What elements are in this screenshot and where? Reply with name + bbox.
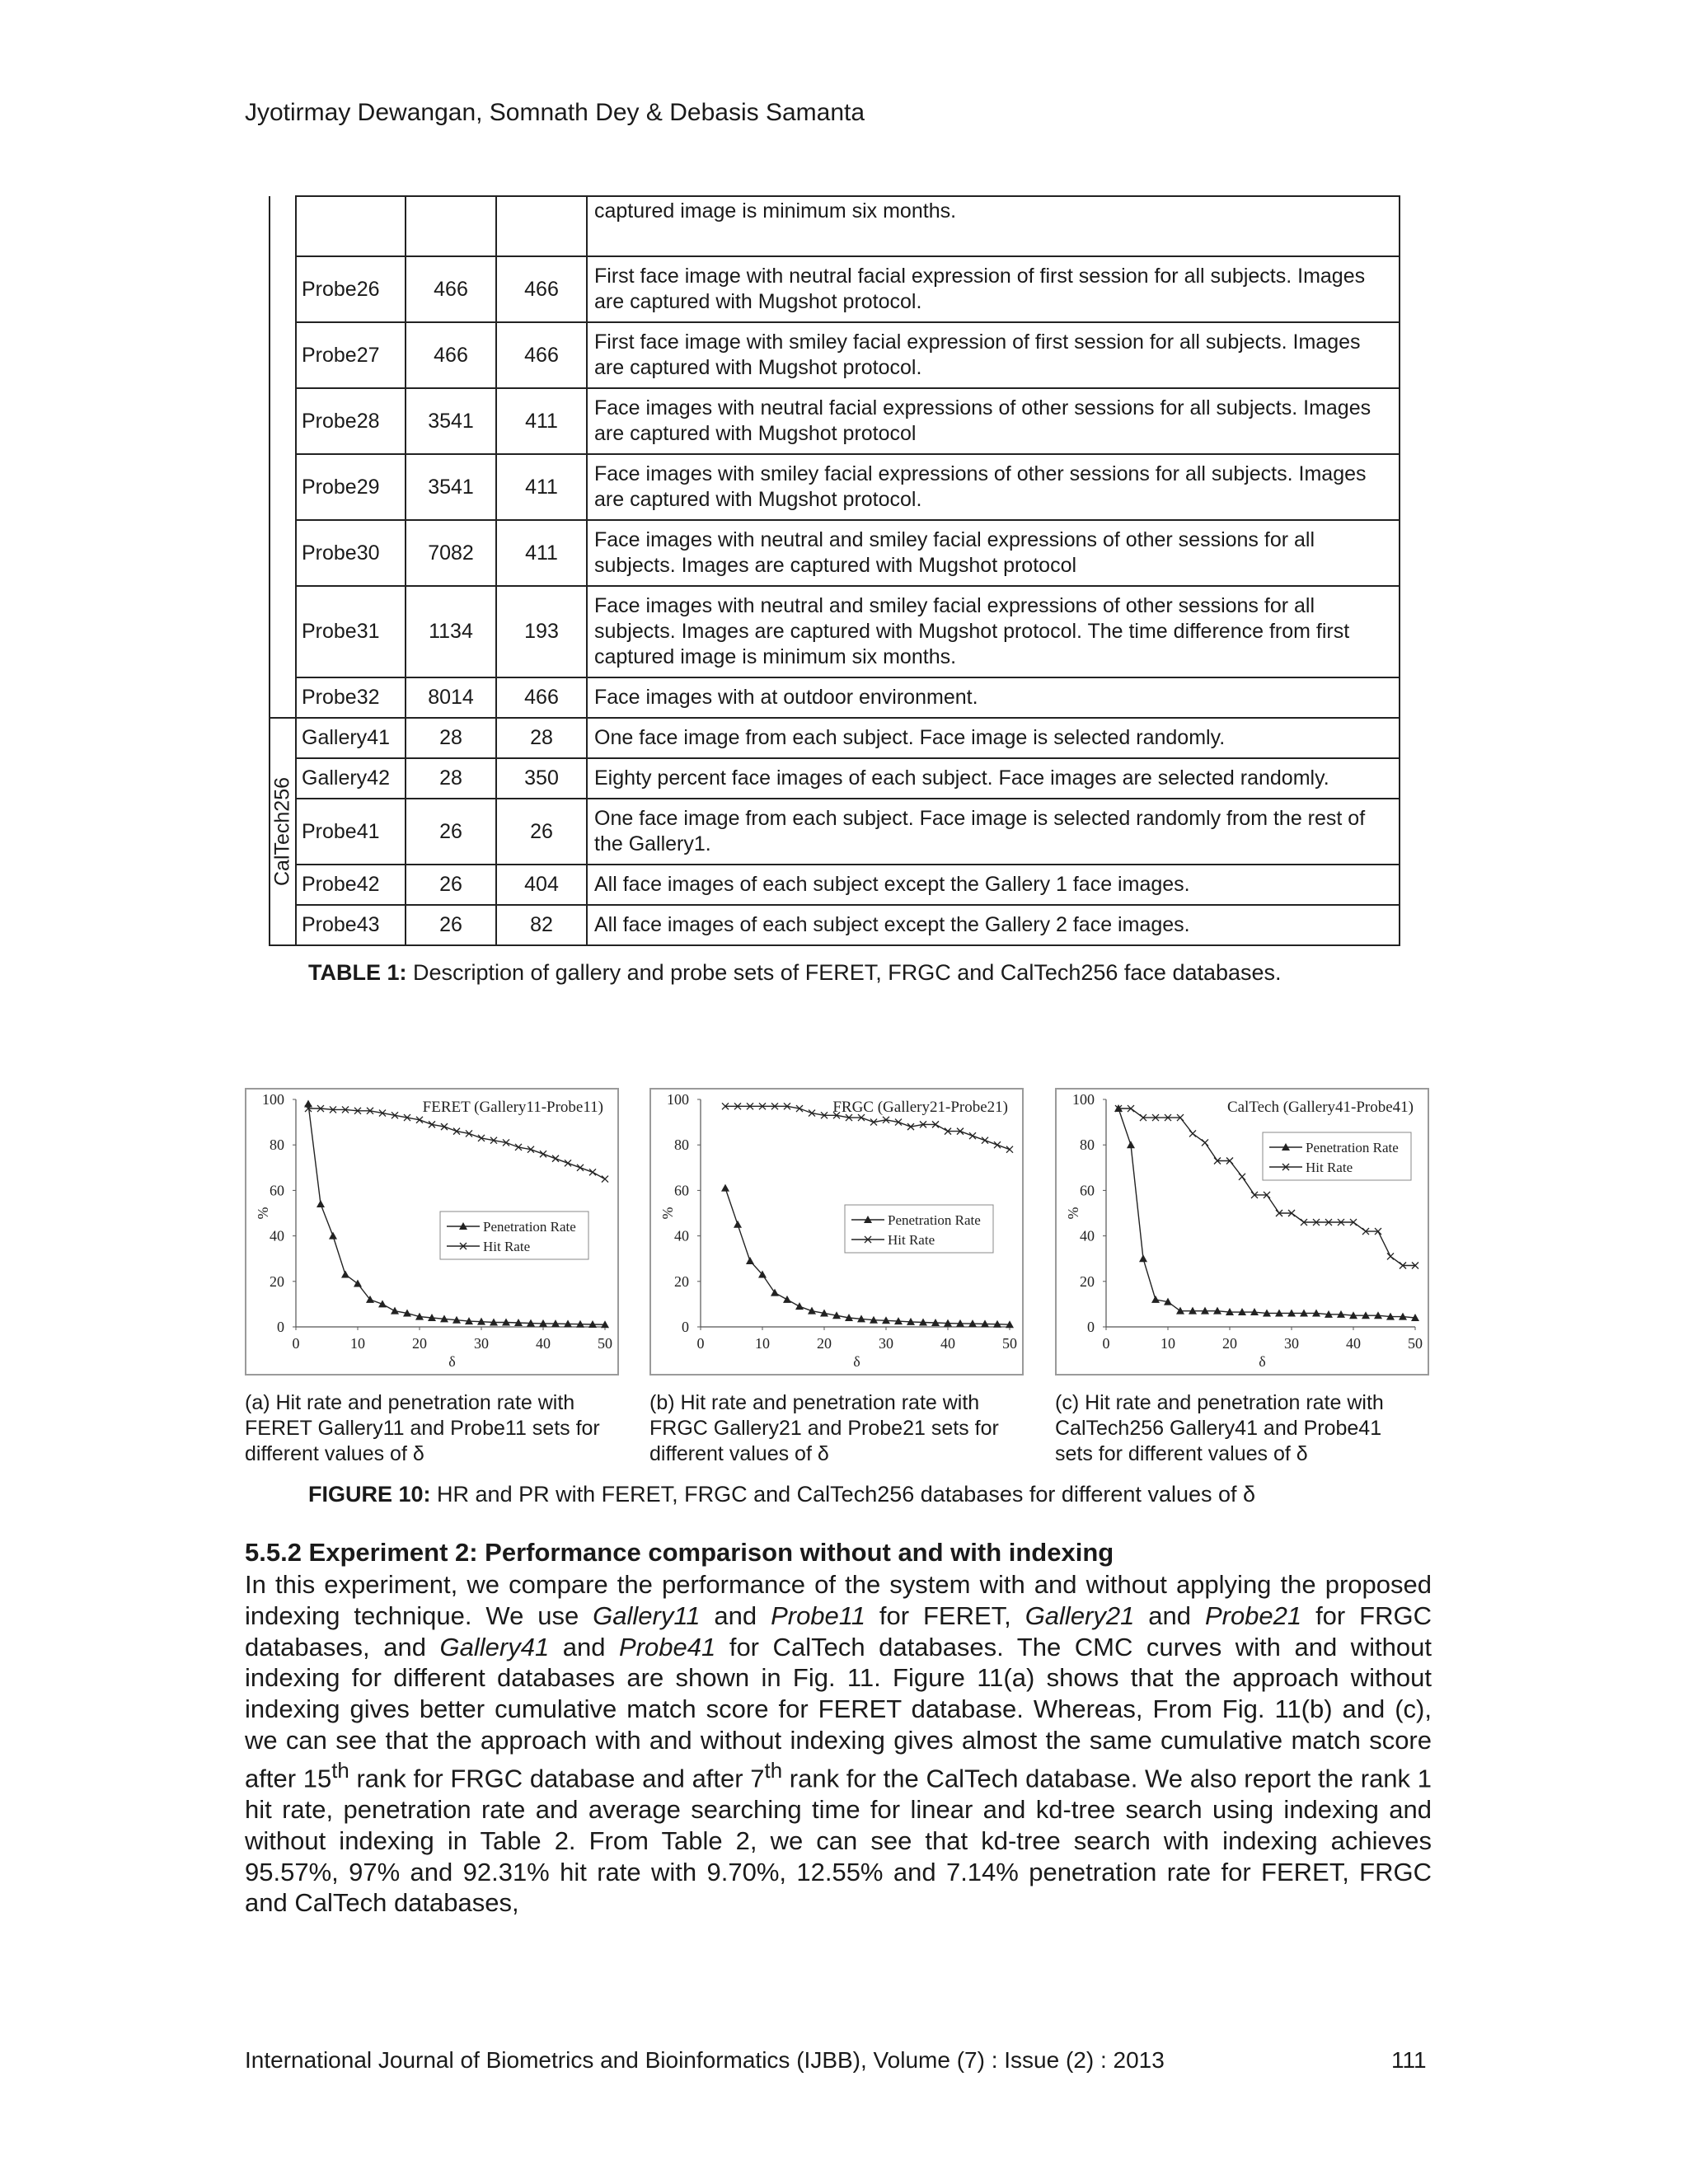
x-tick-label: 40 [536,1335,551,1352]
y-tick-label: 80 [270,1137,284,1154]
figure-caption [308,1482,1255,1507]
x-tick-label: 10 [1160,1335,1175,1352]
body-paragraph: In this experiment, we compare the performance of the system with and without applying the proposed indexing technique. We use Gallery11 and Probe11 for FERET, Gallery21 and Probe21 for FRGC databases, and Gallery41 and Probe41 for CalTech databases. The CMC curves with and without indexing for different databases are shown in Fig. 11. Figure 11(a) shows that the approach without indexing gives better cumulative match score for FERET database. Whereas, From Fig. 11(b) and (c), we can see that the approach with and without indexing gives almost the same cumulative match score after 15th rank for FRGC database and after 7th rank for the CalTech database. We also report the rank 1 hit rate, penetration rate and average searching time for linear and kd-tree search using indexing and without indexing in Table 2. From Table 2, we can see that kd-tree search with indexing achieves 95.57%, 97% and 92.31% hit rate with 9.70%, 12.55% and 7.14% penetration rate for FERET, FRGC and CalTech databases, [245,1570,1432,1918]
x-tick-label: 0 [292,1335,300,1352]
chart-frgc [649,1088,1024,1376]
data-point-hit-rate [994,1141,1001,1148]
x-tick-label: 10 [755,1335,770,1352]
table-row: Probe26 466 466 First face image with neutral facial expression of first session for all subjects. Images are captured with Mugshot protocol. [270,256,1400,322]
table-cell-desc: captured image is minimum six months. [587,196,1400,256]
table-row: Probe32 8014 466 Face images with at outdoor environment. [270,677,1400,718]
data-point-hit-rate [1189,1130,1196,1137]
table-row: Probe42 26 404 All face images of each subject except the Gallery 1 face images. [270,865,1400,905]
subcaption-b: (b) Hit rate and penetration rate with FRGC Gallery21 and Probe21 sets for different values of δ [649,1391,999,1465]
y-tick-label: 20 [270,1272,284,1290]
y-axis-label: % [659,1207,676,1220]
table-row: Probe29 3541 411 Face images with smiley facial expressions of other sessions for all subjects. Images are captured with Mugshot protocol. [270,454,1400,520]
x-tick-label: 50 [598,1335,612,1352]
table-caption-label: TABLE 1: [308,960,407,985]
data-point-hit-rate [1239,1174,1245,1180]
chart-feret [245,1088,619,1376]
section-heading: 5.5.2 Experiment 2: Performance comparison without and with indexing [245,1538,1114,1567]
running-header: Jyotirmay Dewangan, Somnath Dey & Debasis Samanta [245,99,865,126]
x-tick-label: 30 [879,1335,893,1352]
legend-label: Penetration Rate [888,1212,981,1228]
table-row: Probe43 26 82 All face images of each subject except the Gallery 2 face images. [270,905,1400,945]
x-tick-label: 10 [350,1335,365,1352]
data-point-hit-rate [589,1169,596,1175]
table-caption [308,960,1282,986]
data-point-penetration-rate [795,1302,804,1310]
data-point-hit-rate [1387,1253,1394,1259]
x-axis-label: δ [448,1353,456,1370]
y-tick-label: 0 [1087,1319,1095,1335]
data-point-hit-rate [577,1165,584,1171]
x-tick-label: 20 [412,1335,427,1352]
y-tick-label: 100 [667,1091,689,1108]
data-point-hit-rate [602,1176,608,1183]
table-row: Probe31 1134 193 Face images with neutral and smiley facial expressions of other sessions for all subjects. Images are captured with Mugshot protocol. The time difference from first captured image is minimum six months. [270,586,1400,677]
data-point-penetration-rate [329,1232,337,1240]
y-tick-label: 100 [1072,1091,1095,1108]
x-tick-label: 40 [940,1335,955,1352]
data-point-hit-rate [982,1137,988,1144]
legend-label: Penetration Rate [483,1219,576,1235]
data-point-penetration-rate [721,1184,729,1192]
y-tick-label: 40 [674,1227,689,1244]
table-row: CalTech256 Gallery41 28 28 One face image from each subject. Face image is selected randomly. [270,718,1400,758]
frgc-db-cell [270,196,296,718]
table-row: Gallery42 28 350 Eighty percent face images of each subject. Face images are selected randomly. [270,758,1400,799]
x-tick-label: 40 [1346,1335,1361,1352]
data-point-hit-rate [1202,1139,1208,1146]
y-tick-label: 40 [1080,1227,1095,1244]
chart-caltech-svg [1057,1090,1428,1374]
subcaption-c: (c) Hit rate and penetration rate with CalTech256 Gallery41 and Probe41 sets for different values of δ [1055,1391,1384,1465]
data-point-hit-rate [540,1151,546,1157]
x-tick-label: 20 [817,1335,832,1352]
y-tick-label: 20 [674,1272,689,1290]
y-tick-label: 100 [262,1091,284,1108]
y-tick-label: 80 [674,1137,689,1154]
data-point-penetration-rate [378,1300,387,1307]
x-tick-label: 50 [1002,1335,1017,1352]
data-point-penetration-rate [734,1221,742,1228]
figure-caption-label: FIGURE 10: [308,1482,431,1507]
x-tick-label: 30 [474,1335,489,1352]
y-tick-label: 40 [270,1227,284,1244]
page-footer: International Journal of Biometrics and Bioinformatics (IJBB), Volume (7) : Issue (2) : 2013 [245,2047,1165,2073]
y-tick-label: 20 [1080,1272,1095,1290]
table-row: Probe27 466 466 First face image with smiley facial expression of first session for all subjects. Images are captured with Mugshot protocol. [270,322,1400,388]
y-axis-label: % [255,1207,271,1220]
y-axis-label: % [1065,1207,1081,1220]
legend-label: Penetration Rate [1306,1140,1399,1155]
legend-label: Hit Rate [483,1239,531,1254]
x-axis-label: δ [853,1353,860,1370]
series-line-hit-rate [308,1108,605,1179]
chart-feret-svg [246,1090,617,1374]
y-tick-label: 0 [682,1319,689,1335]
x-tick-label: 0 [696,1335,705,1352]
page-number: 111 [1391,2047,1427,2073]
x-axis-label: δ [1259,1353,1266,1370]
y-tick-label: 80 [1080,1137,1095,1154]
x-tick-label: 30 [1284,1335,1299,1352]
data-point-penetration-rate [354,1280,362,1287]
data-point-hit-rate [969,1132,976,1139]
data-point-penetration-rate [316,1200,325,1207]
data-point-penetration-rate [391,1307,399,1315]
x-tick-label: 0 [1102,1335,1110,1352]
figure-caption-text: HR and PR with FERET, FRGC and CalTech256 databases for different values of δ [430,1482,1256,1507]
data-point-hit-rate [552,1155,559,1162]
x-tick-label: 20 [1222,1335,1237,1352]
chart-title: FERET (Gallery11-Probe11) [422,1099,603,1116]
table-row: Probe30 7082 411 Face images with neutral and smiley facial expressions of other sessions for all subjects. Images are captured with Mugshot protocol [270,520,1400,586]
data-point-penetration-rate [1139,1254,1147,1262]
chart-title: CalTech (Gallery41-Probe41) [1226,1099,1414,1116]
data-point-penetration-rate [746,1257,754,1264]
y-tick-label: 60 [674,1182,689,1199]
table-row: Probe28 3541 411 Face images with neutral facial expressions of other sessions for all subjects. Images are captured with Mugshot protocol [270,388,1400,454]
chart-title: FRGC (Gallery21-Probe21) [832,1099,1008,1116]
y-tick-label: 0 [277,1319,284,1335]
subcaption-a: (a) Hit rate and penetration rate with FERET Gallery11 and Probe11 sets for different values of δ [245,1391,600,1465]
table-caption-text: Description of gallery and probe sets of FERET, FRGC and CalTech256 face databases. [406,960,1282,985]
data-point-penetration-rate [1151,1296,1160,1303]
caltech-db-cell [270,718,296,945]
legend-label: Hit Rate [1306,1160,1353,1175]
chart-frgc-svg [651,1090,1022,1374]
data-point-hit-rate [565,1160,571,1166]
legend-label: Hit Rate [888,1232,935,1248]
description-table [269,195,1400,946]
db-label-caltech256: CalTech256 [270,776,294,887]
x-tick-label: 50 [1408,1335,1423,1352]
table-row: Probe41 26 26 One face image from each subject. Face image is selected randomly from the rest of the Gallery1. [270,799,1400,865]
chart-caltech [1055,1088,1429,1376]
data-point-penetration-rate [771,1289,779,1296]
data-point-penetration-rate [808,1307,816,1315]
data-point-hit-rate [1006,1146,1013,1153]
data-point-penetration-rate [1127,1141,1135,1148]
data-point-penetration-rate [783,1296,791,1303]
y-tick-label: 60 [270,1182,284,1199]
y-tick-label: 60 [1080,1182,1095,1199]
data-point-penetration-rate [341,1271,349,1278]
